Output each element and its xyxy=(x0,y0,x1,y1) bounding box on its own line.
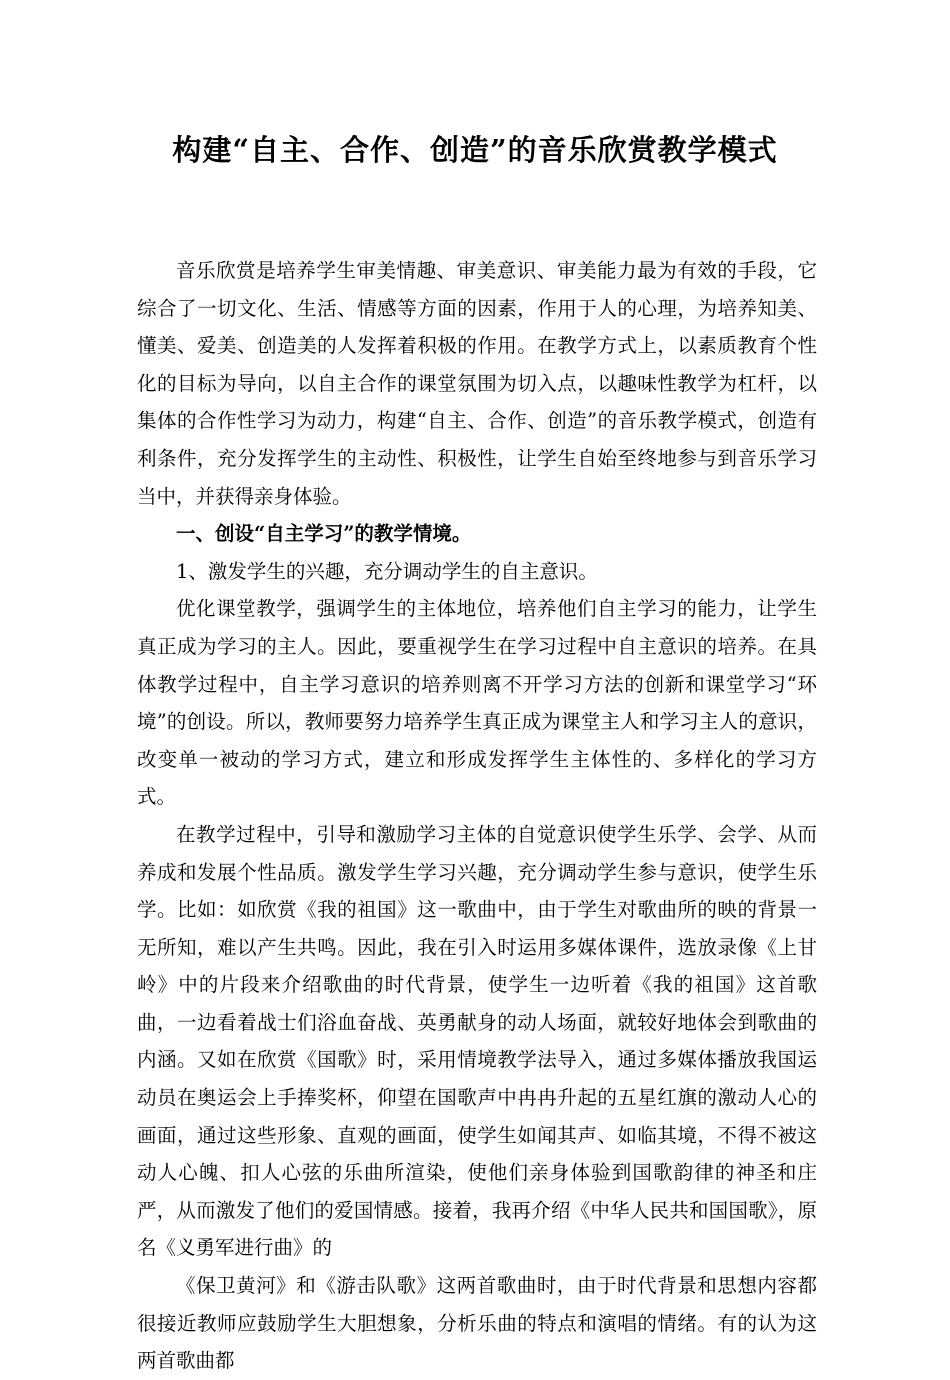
document-body xyxy=(137,252,817,1380)
subsection-heading: 1、激发学生的兴趣，充分调动学生的自主意识。 xyxy=(176,559,598,583)
body-paragraph: 优化课堂教学，强调学生的主体地位，培养他们自主学习的能力，让学生真正成为学习的主人。因此，要重视学生在学习过程中自主意识的培养。在具体教学过程中，自主学习意识的培养则离不开学习方法的创新和课堂学习“环境”的创设。所以，教师要努力培养学生真正成为课堂主人和学习主人的意识，改变单一被动的学习方式，建立和形成发挥学生主体性的、多样化的学习方式。 xyxy=(137,597,817,809)
section-heading: 一、创设“自主学习”的教学情境。 xyxy=(176,522,472,546)
body-paragraph: 在教学过程中，引导和激励学习主体的自觉意识使学生乐学、会学、从而养成和发展个性品质。激发学生学习兴趣，充分调动学生参与意识，使学生乐学。比如：如欣赏《我的祖国》这一歌曲中，由于学生对歌曲所的映的背景一无所知，难以产生共鸣。因此，我在引入时运用多媒体课件，选放录像《上甘岭》中的片段来介绍歌曲的时代背景，使学生一边听着《我的祖国》这首歌曲，一边看着战士们浴血奋战、英勇献身的动人场面，就较好地体会到歌曲的内涵。又如在欣赏《国歌》时，采用情境教学法导入，通过多媒体播放我国运动员在奥运会上手捧奖杯，仰望在国歌声中冉冉升起的五星红旗的激动人心的画面，通过这些形象、直观的画面，使学生如闻其声、如临其境，不得不被这动人心魄、扣人心弦的乐曲所渲染，使他们亲身体验到国歌韵律的神圣和庄严，从而激发了他们的爱国情感。接着，我再介绍《中华人民共和国国歌》，原名《义勇军进行曲》的 xyxy=(137,822,817,1260)
intro-paragraph: 音乐欣赏是培养学生审美情趣、审美意识、审美能力最为有效的手段，它综合了一切文化、生活、情感等方面的因素，作用于人的心理，为培养知美、懂美、爱美、创造美的人发挥着积极的作用。在教学方式上，以素质教育个性化的目标为导向，以自主合作的课堂氛围为切入点，以趣味性教学为杠杆，以集体的合作性学习为动力，构建“自主、合作、创造”的音乐教学模式，创造有利条件，充分发挥学生的主动性、积极性，让学生自始至终地参与到音乐学习当中，并获得亲身体验。 xyxy=(137,259,817,508)
body-paragraph: 《保卫黄河》和《游击队歌》这两首歌曲时，由于时代背景和思想内容都很接近教师应鼓励学生大胆想象，分析乐曲的特点和演唱的情绪。有的认为这两首歌曲都 xyxy=(137,1274,817,1373)
document-title: 构建“自主、合作、创造”的音乐欣赏教学模式 xyxy=(172,133,778,167)
